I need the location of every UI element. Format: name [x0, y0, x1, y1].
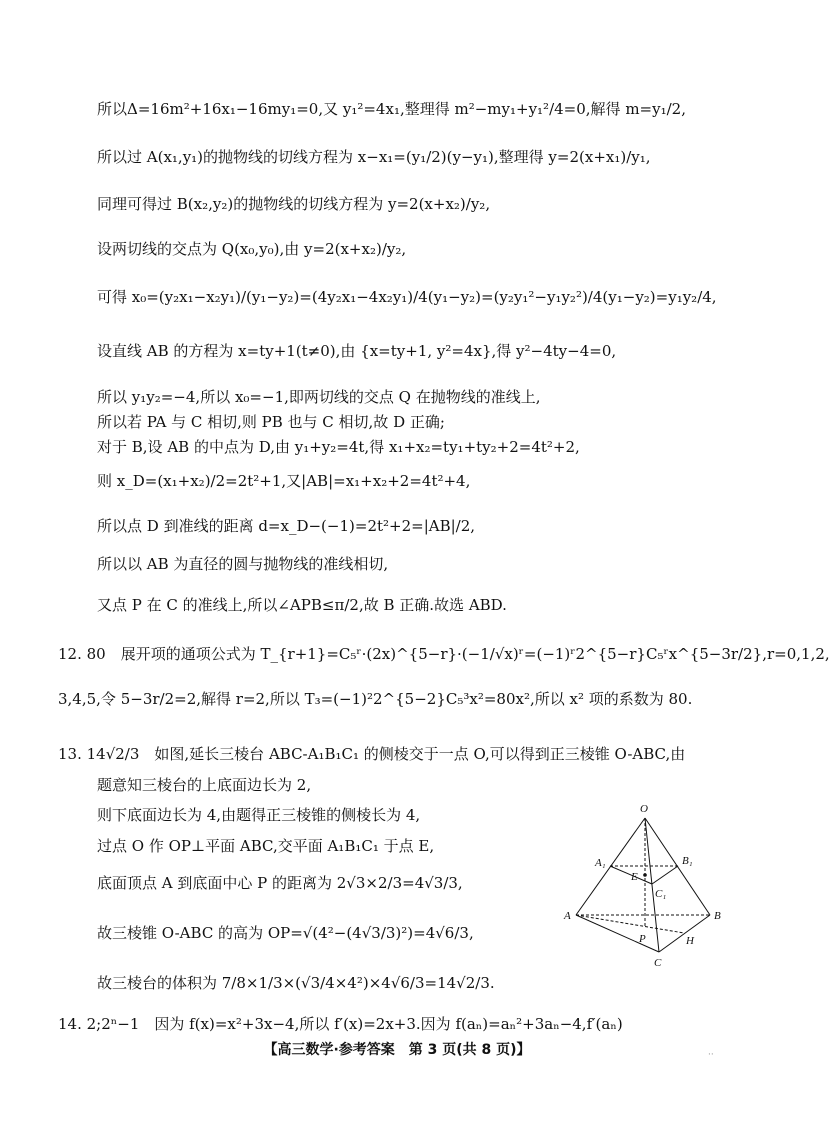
- page-footer: 【高三数学·参考答案 第 3 页(共 8 页)】: [263, 1042, 531, 1058]
- frustum-figure: [562, 800, 732, 980]
- edge-BC: [659, 915, 710, 952]
- text-line: 13. 14√2/3 如图,延长三棱台 ABC-A₁B₁C₁ 的侧棱交于一点 O,可以得到正三棱锥 O-ABC,由: [58, 745, 686, 763]
- label-A: A: [564, 910, 571, 922]
- label-C1: C₁: [655, 888, 667, 900]
- text-line: 过点 O 作 OP⊥平面 ABC,交平面 A₁B₁C₁ 于点 E,: [97, 837, 435, 855]
- text-line: 3,4,5,令 5−3r/2=2,解得 r=2,所以 T₃=(−1)²2^{5−2}C₅³x²=80x²,所以 x² 项的系数为 80.: [58, 690, 693, 708]
- text-line: 题意知三棱台的上底面边长为 2,: [97, 776, 312, 794]
- corner-mark: ··: [708, 1050, 714, 1060]
- text-line: 所以若 PA 与 C 相切,则 PB 也与 C 相切,故 D 正确;: [97, 413, 445, 431]
- label-H: H: [686, 935, 694, 947]
- text-line: 底面顶点 A 到底面中心 P 的距离为 2√3×2/3=4√3/3,: [97, 874, 463, 892]
- label-P: P: [639, 933, 646, 945]
- label-O: O: [640, 803, 648, 815]
- text-line: 则 x_D=(x₁+x₂)/2=2t²+1,又|AB|=x₁+x₂+2=4t²+4,: [97, 472, 471, 490]
- text-line: 则下底面边长为 4,由题得正三棱锥的侧棱长为 4,: [97, 806, 421, 824]
- text-line: 设直线 AB 的方程为 x=ty+1(t≠0),由 {x=ty+1, y²=4x},得 y²−4ty−4=0,: [97, 342, 617, 360]
- text-line: 故三棱锥 O-ABC 的高为 OP=√(4²−(4√3/3)²)=4√6/3,: [97, 924, 474, 942]
- text-line: 14. 2;2ⁿ−1 因为 f(x)=x²+3x−4,所以 f′(x)=2x+3.因为 f(aₙ)=aₙ²+3aₙ−4,f′(aₙ): [58, 1015, 623, 1033]
- text-line: 所以过 A(x₁,y₁)的抛物线的切线方程为 x−x₁=(y₁/2)(y−y₁),整理得 y=2(x+x₁)/y₁,: [97, 148, 651, 166]
- text-line: 可得 x₀=(y₂x₁−x₂y₁)/(y₁−y₂)=(4y₂x₁−4x₂y₁)/4(y₁−y₂)=(y₂y₁²−y₁y₂²)/4(y₁−y₂)=y₁y₂/4,: [97, 288, 717, 306]
- text-line: 所以点 D 到准线的距离 d=x_D−(−1)=2t²+2=|AB|/2,: [97, 517, 476, 535]
- label-E: E: [631, 871, 638, 883]
- text-line: 同理可得过 B(x₂,y₂)的抛物线的切线方程为 y=2(x+x₂)/y₂,: [97, 195, 491, 213]
- segment-AH: [576, 915, 684, 933]
- text-line: 故三棱台的体积为 7/8×1/3×(√3/4×4²)×4√6/3=14√2/3.: [97, 974, 495, 992]
- text-line: 所以Δ=16m²+16x₁−16my₁=0,又 y₁²=4x₁,整理得 m²−my₁+y₁²/4=0,解得 m=y₁/2,: [97, 100, 686, 118]
- edge-OC: [645, 818, 659, 952]
- text-line: 12. 80 展开项的通项公式为 T_{r+1}=C₅ʳ·(2x)^{5−r}·(−1/√x)ʳ=(−1)ʳ2^{5−r}C₅ʳx^{5−3r/2},r=0,1,2,: [58, 645, 830, 663]
- text-line: 对于 B,设 AB 的中点为 D,由 y₁+y₂=4t,得 x₁+x₂=ty₁+ty₂+2=4t²+2,: [97, 438, 580, 456]
- text-line: 又点 P 在 C 的准线上,所以∠APB≤π/2,故 B 正确.故选 ABD.: [97, 596, 507, 614]
- label-B: B: [714, 910, 721, 922]
- text-line: 所以 y₁y₂=−4,所以 x₀=−1,即两切线的交点 Q 在抛物线的准线上,: [97, 388, 541, 406]
- edge-B1C1: [652, 866, 678, 884]
- label-C: C: [654, 957, 662, 969]
- text-line: 设两切线的交点为 Q(x₀,y₀),由 y=2(x+x₂)/y₂,: [97, 240, 407, 258]
- label-B1: B₁: [682, 855, 693, 867]
- edge-AC: [576, 915, 659, 952]
- text-line: 所以以 AB 为直径的圆与抛物线的准线相切,: [97, 555, 389, 573]
- point-E: [643, 873, 647, 877]
- label-A1: A₁: [595, 857, 606, 869]
